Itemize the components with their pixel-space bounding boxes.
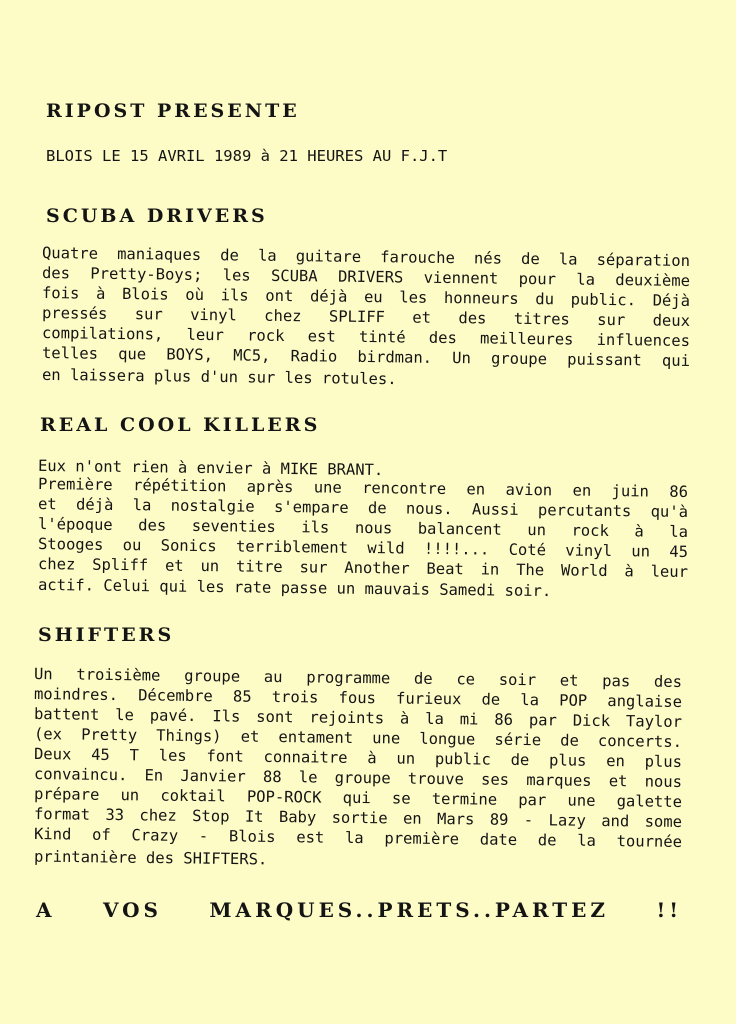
text-line: Quatre maniaques de la guitare farouche nés de la séparation — [41, 244, 691, 270]
text-line: en laissera plus d'un sur les rotules. — [41, 365, 397, 389]
text-line: printanière des SHIFTERS. — [33, 847, 268, 869]
text-line: (ex Pretty Things) et entament une longue série de concerts. — [33, 725, 683, 751]
text-line: Eux n'ont rien à envier à MIKE BRANT. — [37, 456, 384, 480]
text-line: des Pretty-Boys; les SCUBA DRIVERS viennent pour la deuxième — [41, 264, 691, 290]
section-heading-shifters: SHIFTERS — [38, 624, 175, 646]
event-date-line: BLOIS LE 15 AVRIL 1989 à 21 HEURES AU F.J.T — [46, 147, 448, 165]
text-line: Première répétition après une rencontre en avion en juin 86 — [37, 475, 689, 501]
text-line: Deux 45 T les font connaitre à un public de plus en plus — [33, 745, 683, 771]
text-line: fois à Blois où ils ont déjà eu les honneurs du public. Déjà — [41, 284, 691, 310]
text-line: telles que BOYS, MC5, Radio birdman. Un groupe puissant qui — [41, 344, 691, 370]
text-line: moindres. Décembre 85 trois fous furieux de la POP anglaise — [33, 685, 683, 711]
text-line: prépare un coktail POP-ROCK qui se termine par une galette — [33, 785, 683, 811]
text-line: pressés sur vinyl chez SPLIFF et des titres sur deux — [41, 304, 691, 330]
text-line: chez Spliff et un titre sur Another Beat in The World à leur — [37, 555, 689, 581]
page-title: RIPOST PRESENTE — [46, 100, 300, 122]
text-line: battent le pavé. Ils sont rejoints à la mi 86 par Dick Taylor — [33, 705, 683, 731]
section-heading-scuba-drivers: SCUBA DRIVERS — [46, 205, 268, 227]
text-line: l'époque des seventies ils nous balancent un rock à la — [37, 515, 689, 541]
text-line: et déjà la nostalgie s'empare de nous. Aussi percutants qu'à — [37, 495, 689, 521]
text-line: compilations, leur rock est tinté des meilleures influences — [41, 324, 691, 350]
closing-slogan: A VOS MARQUES..PRETS..PARTEZ !! — [36, 898, 682, 922]
section-heading-real-cool-killers: REAL COOL KILLERS — [40, 414, 321, 436]
text-line: actif. Celui qui les rate passe un mauvais Samedi soir. — [37, 575, 552, 601]
text-line: format 33 chez Stop It Baby sortie en Mars 89 - Lazy and some — [33, 805, 683, 831]
text-line: convaincu. En Janvier 88 le groupe trouve ses marques et nous — [33, 765, 683, 791]
text-line: Stooges ou Sonics terriblement wild !!!!... Coté vinyl un 45 — [37, 535, 689, 561]
text-line: Un troisième groupe au programme de ce soir et pas des — [33, 665, 683, 691]
text-line: Kind of Crazy - Blois est la première date de la tournée — [33, 825, 683, 851]
